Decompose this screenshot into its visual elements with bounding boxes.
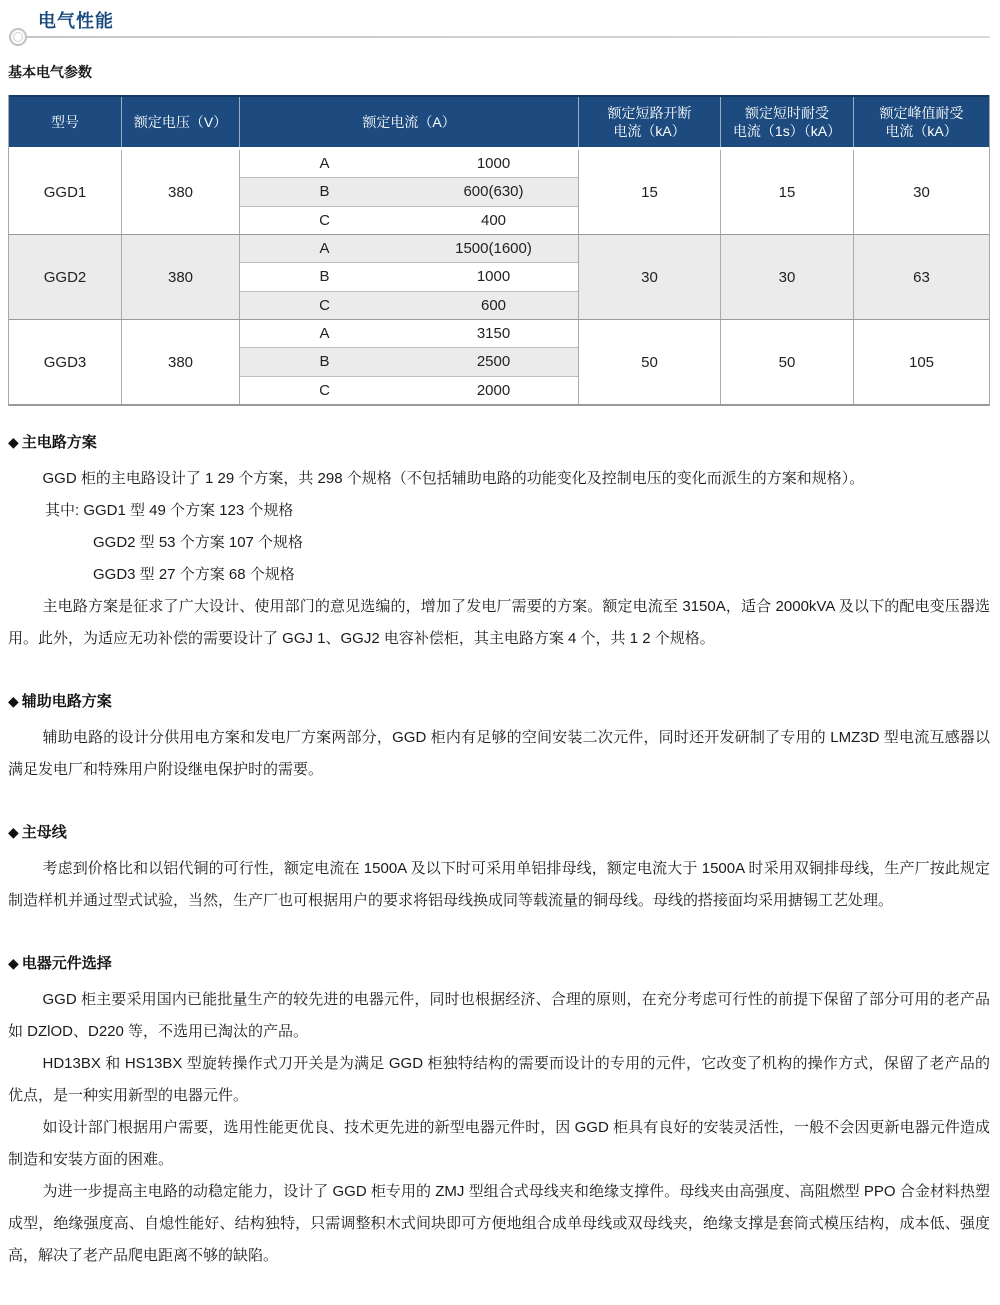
grade-label: A: [319, 155, 330, 173]
table-header-cell-breaking: [579, 97, 721, 147]
paragraph: GGD2 型 53 个方案 107 个规格: [93, 534, 304, 551]
current-grade-row: [240, 235, 578, 262]
paragraph: 主电路方案是征求了广大设计、使用部门的意见选编的，增加了发电厂需要的方案。额定电流至 3150A，适合 2000kVA 及以下的配电变压器选用。此外，为适应无功补偿的需要设计了 GGJ 1、GGJ2 电容补偿柜，其主电路方案 4 个，共 1 2 个规格。: [8, 598, 990, 647]
voltage-cell: 380: [122, 150, 240, 234]
current-grade-row: [240, 347, 578, 375]
grade-value: 600(630): [463, 183, 524, 201]
header-label: 额定短路开断: [607, 105, 692, 121]
page-title: 电气性能: [38, 11, 114, 31]
grade-value: 2500: [476, 353, 511, 371]
grade-label: B: [319, 353, 330, 371]
ring-icon: [9, 28, 27, 46]
paragraph: 为进一步提高主电路的动稳定能力，设计了 GGD 柜专用的 ZMJ 型组合式母线夹和绝缘支撑件。母线夹由高强度、高阻燃型 PPO 合金材料热塑成型，绝缘强度高、自熄性能好、结构独特，只需调整积木式间块即可方便地组合成单母线或双母线夹，绝缘支撑是套筒式模压结构，成本低、强度高，解决了老产品爬电距离不够的缺陷。: [8, 1183, 990, 1264]
section-heading-label: 电器元件选择: [21, 955, 112, 972]
paragraph: HD13BX 和 HS13BX 型旋转操作式刀开关是为满足 GGD 柜独特结构的需要而设计的专用的元件，它改变了机构的操作方式，保留了老产品的优点，是一种实用新型的电器元件。: [8, 1055, 990, 1104]
header-label: 额定电流（A）: [362, 114, 456, 130]
grade-value: 400: [480, 211, 507, 229]
paragraph: 其中: GGD1 型 49 个方案 123 个规格: [45, 502, 294, 519]
title-divider: [8, 28, 990, 46]
model-cell: GGD3: [9, 320, 122, 404]
peak-current-cell: 105: [908, 353, 935, 371]
section-auxiliary-circuit: [8, 691, 990, 786]
section-heading: [8, 432, 990, 453]
current-grade-row: [240, 376, 578, 404]
breaking-current-cell: 15: [579, 150, 721, 234]
grade-label: B: [319, 183, 330, 201]
grade-value: 3150: [476, 325, 511, 343]
model-cell: GGD2: [9, 235, 122, 319]
grade-value: 1500(1600): [455, 240, 532, 258]
voltage-cell: 380: [122, 235, 240, 319]
grade-value: 2000: [476, 381, 511, 399]
header-label: 额定电压（V）: [133, 114, 228, 130]
section-heading: [8, 953, 990, 974]
current-grade-row: [240, 320, 578, 347]
model-cell: GGD1: [9, 150, 122, 234]
header-label: 型号: [51, 114, 79, 130]
grade-label: A: [319, 240, 330, 258]
withstand-current-cell: 15: [721, 150, 854, 234]
divider-line: [27, 36, 990, 38]
section-heading-label: 主电路方案: [21, 434, 97, 451]
withstand-current-cell: 30: [721, 235, 854, 319]
table-header-cell-withstand: [721, 97, 854, 147]
current-grade-row: [240, 262, 578, 290]
section-heading-label: 主母线: [21, 824, 67, 841]
header-label: 电流（1s）（kA）: [732, 123, 842, 139]
paragraph: GGD3 型 27 个方案 68 个规格: [93, 566, 295, 583]
diamond-icon: ◆: [8, 955, 19, 971]
table-row-ggd2: [9, 234, 989, 319]
current-cell: [240, 150, 579, 234]
diamond-icon: ◆: [8, 824, 19, 840]
current-cell: [240, 320, 579, 404]
diamond-icon: ◆: [8, 693, 19, 709]
section-heading-label: 辅助电路方案: [21, 693, 112, 710]
parameters-table: [8, 95, 990, 406]
current-cell: [240, 235, 579, 319]
table-row-ggd3: [9, 319, 989, 404]
grade-value: 1000: [476, 268, 511, 286]
header-label: 电流（kA）: [613, 123, 686, 139]
paragraph: GGD 柜主要采用国内已能批量生产的较先进的电器元件，同时也根据经济、合理的原则，在充分考虑可行性的前提下保留了部分可用的老产品如 DZlOD、D220 等，不选用已淘汰的产品。: [8, 991, 990, 1040]
voltage-cell: 380: [122, 320, 240, 404]
grade-label: C: [319, 211, 330, 229]
paragraph: 辅助电路的设计分供用电方案和发电厂方案两部分，GGD 柜内有足够的空间安装二次元件，同时还开发研制了专用的 LMZ3D 型电流互感器以满足发电厂和特殊用户附设继电保护时的需要。: [8, 729, 990, 778]
current-grade-row: [240, 177, 578, 205]
section-main-busbar: [8, 822, 990, 917]
table-header-cell-model: [9, 97, 122, 147]
grade-label: B: [319, 268, 330, 286]
table-caption: 基本电气参数: [8, 64, 92, 80]
breaking-current-cell: 30: [579, 235, 721, 319]
current-grade-row: [240, 291, 578, 319]
table-row-ggd1: [9, 150, 989, 234]
grade-label: C: [319, 381, 330, 399]
header-label: 额定峰值耐受: [879, 105, 964, 121]
section-component-selection: [8, 953, 990, 1272]
grade-label: A: [319, 325, 330, 343]
current-grade-row: [240, 206, 578, 234]
grade-value: 600: [480, 296, 507, 314]
table-header-cell-voltage: [122, 97, 240, 147]
peak-current-cell: 63: [913, 268, 930, 286]
header-label: 额定短时耐受: [745, 105, 829, 121]
section-heading: [8, 691, 990, 712]
grade-value: 1000: [476, 155, 511, 173]
grade-label: C: [319, 296, 330, 314]
withstand-current-cell: 50: [721, 320, 854, 404]
breaking-current-cell: 50: [579, 320, 721, 404]
header-label: 电流（kA）: [885, 123, 958, 139]
table-header-cell-peak: [854, 97, 989, 147]
diamond-icon: ◆: [8, 434, 19, 450]
peak-current-cell: 30: [913, 183, 930, 201]
table-header-row: [9, 95, 989, 150]
section-heading: [8, 822, 990, 843]
paragraph: 考虑到价格比和以铝代铜的可行性，额定电流在 1500A 及以下时可采用单铝排母线，额定电流大于 1500A 时采用双铜排母线，生产厂按此规定制造样机并通过型式试验，当然，生产厂也可根据用户的要求将铝母线换成同等载流量的铜母线。母线的搭接面均采用搪锡工艺处理。: [8, 860, 990, 909]
section-main-circuit: [8, 432, 990, 655]
current-grade-row: [240, 150, 578, 177]
paragraph: 如设计部门根据用户需要，选用性能更优良、技术更先进的新型电器元件时，因 GGD 柜具有良好的安装灵活性，一般不会因更新电器元件造成制造和安装方面的困难。: [8, 1119, 990, 1168]
table-header-cell-current: [240, 97, 579, 147]
paragraph: GGD 柜的主电路设计了 1 29 个方案，共 298 个规格（不包括辅助电路的功能变化及控制电压的变化而派生的方案和规格）。: [42, 470, 865, 487]
